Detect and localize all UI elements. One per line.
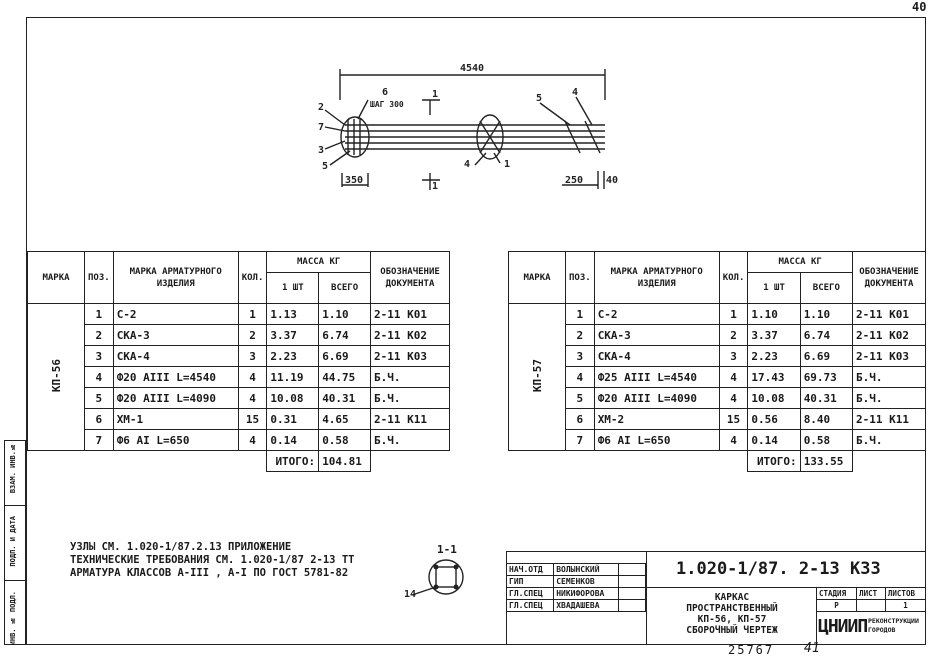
total-label: ИТОГО:: [267, 451, 319, 472]
spec-table-kp56: [27, 251, 450, 472]
cell-qty: 3: [238, 346, 267, 367]
section-callout: 14: [404, 589, 417, 600]
cell-pos: 3: [85, 346, 114, 367]
cell-all: 1.10: [319, 304, 371, 325]
cell-unit: 10.08: [267, 388, 319, 409]
org-logo: ЦНИИП: [818, 616, 868, 637]
cell-pos: 2: [566, 325, 595, 346]
title-line: КАРКАС: [714, 592, 750, 603]
cell-pos: 5: [85, 388, 114, 409]
cell-doc: Б.Ч.: [371, 430, 450, 451]
total-value: 104.81: [319, 451, 371, 472]
callout-3: 3: [318, 145, 325, 156]
cell-all: 8.40: [800, 409, 852, 430]
signer-role: ГЛ.СПЕЦ: [507, 600, 554, 612]
col-unit-header: 1 ШТ: [267, 273, 319, 304]
strip-replace-label: ВЗАМ. ИНВ.№: [9, 443, 17, 494]
cell-doc: 2-11 К02: [853, 325, 926, 346]
cell-qty: 1: [719, 304, 748, 325]
col-doc-header: ОБОЗНАЧЕНИЕ ДОКУМЕНТА: [853, 252, 926, 304]
total-value: 133.55: [800, 451, 852, 472]
title-line: ПРОСТРАНСТВЕННЫЙ: [686, 603, 778, 614]
cell-qty: 4: [238, 430, 267, 451]
cell-item: С-2: [594, 304, 719, 325]
cell-unit: 2.23: [267, 346, 319, 367]
signer-row: [507, 588, 646, 600]
cell-item: Ф6 АI L=650: [594, 430, 719, 451]
signature-cell: [619, 600, 646, 612]
cell-all: 40.31: [800, 388, 852, 409]
cell-qty: 3: [719, 346, 748, 367]
col-mass-header: МАССА КГ: [748, 252, 853, 273]
cell-item: Ф20 АIII L=4540: [113, 367, 238, 388]
callout-1-mid: 1: [504, 159, 511, 170]
cell-all: 44.75: [319, 367, 371, 388]
cell-unit: 0.31: [267, 409, 319, 430]
cell-unit: 1.10: [748, 304, 800, 325]
cell-pos: 6: [85, 409, 114, 430]
cell-doc: Б.Ч.: [853, 367, 926, 388]
table-row: [509, 325, 926, 346]
cell-item: Ф6 АI L=650: [113, 430, 238, 451]
cell-doc: 2-11 К11: [371, 409, 450, 430]
signer-name: ВОЛЫНСКИЙ: [554, 564, 619, 576]
col-pos-header: ПОЗ.: [85, 252, 114, 304]
sheets-label: ЛИСТОВ: [885, 588, 925, 600]
cell-qty: 4: [238, 367, 267, 388]
cell-unit: 3.37: [748, 325, 800, 346]
table-row: [509, 409, 926, 430]
signer-name: НИКИФОРОВА: [554, 588, 619, 600]
cell-qty: 4: [719, 367, 748, 388]
col-mark-header: МАРКА: [509, 252, 566, 304]
cell-doc: 2-11 К03: [853, 346, 926, 367]
table-row: [509, 346, 926, 367]
signature-cell: [619, 588, 646, 600]
cell-qty: 1: [238, 304, 267, 325]
table-row: [28, 388, 450, 409]
strip-divider: [4, 505, 26, 506]
signers-table: [506, 563, 646, 612]
cell-item: ХМ-1: [113, 409, 238, 430]
col-qty-header: КОЛ.: [719, 252, 748, 304]
cell-unit: 11.19: [267, 367, 319, 388]
cage-mark-cell: [28, 304, 85, 451]
inventory-number: 25767: [728, 643, 775, 657]
title-line: КП-56, КП-57: [697, 614, 767, 625]
title-divider: [646, 551, 647, 645]
cell-pos: 2: [85, 325, 114, 346]
cell-qty: 2: [719, 325, 748, 346]
signer-name: ХВАДАШЕВА: [554, 600, 619, 612]
cell-all: 69.73: [800, 367, 852, 388]
sheets-value: 1: [885, 600, 925, 612]
strip-divider: [4, 580, 26, 581]
callout-2: 2: [318, 102, 325, 113]
section-title: 1-1: [437, 543, 457, 556]
stage-value: Р: [817, 600, 857, 612]
cell-item: СКА-4: [113, 346, 238, 367]
col-item-header: МАРКА АРМАТУРНОГО ИЗДЕЛИЯ: [594, 252, 719, 304]
signer-name: СЕМЕНКОВ: [554, 576, 619, 588]
cell-pos: 1: [85, 304, 114, 325]
col-total-header: ВСЕГО: [319, 273, 371, 304]
signer-role: ГИП: [507, 576, 554, 588]
dim-250: 250: [565, 175, 584, 186]
callout-7: 7: [318, 122, 325, 133]
cell-all: 6.74: [800, 325, 852, 346]
cell-item: СКА-3: [113, 325, 238, 346]
page-number: 41: [804, 641, 820, 656]
cell-doc: 2-11 К11: [853, 409, 926, 430]
cell-unit: 0.56: [748, 409, 800, 430]
note-line: АРМАТУРА КЛАССОВ А-III , А-I ПО ГОСТ 5781-82: [70, 567, 349, 579]
cell-pos: 3: [566, 346, 595, 367]
col-mark-header: МАРКА: [28, 252, 85, 304]
cell-unit: 17.43: [748, 367, 800, 388]
step-label: ШАГ 300: [370, 100, 404, 109]
corner-sheet-number: 40: [912, 0, 927, 14]
strip-sign-label: ПОДП. И ДАТА: [9, 516, 17, 567]
cell-qty: 4: [719, 388, 748, 409]
col-unit-header: 1 ШТ: [748, 273, 800, 304]
cell-all: 4.65: [319, 409, 371, 430]
total-label: ИТОГО:: [748, 451, 800, 472]
table-row: [28, 430, 450, 451]
callout-4-top: 4: [572, 87, 579, 98]
cell-unit: 10.08: [748, 388, 800, 409]
total-row: [509, 451, 926, 472]
note-line: ТЕХНИЧЕСКИЕ ТРЕБОВАНИЯ СМ. 1.020-1/87 2-13 ТТ: [70, 554, 355, 566]
col-doc-header: ОБОЗНАЧЕНИЕ ДОКУМЕНТА: [371, 252, 450, 304]
cell-item: Ф20 АIII L=4090: [113, 388, 238, 409]
col-pos-header: ПОЗ.: [566, 252, 595, 304]
table-row: [509, 388, 926, 409]
cage-mark: КП-57: [530, 358, 544, 393]
cell-item: СКА-4: [594, 346, 719, 367]
col-total-header: ВСЕГО: [800, 273, 852, 304]
signature-cell: [619, 576, 646, 588]
table-row: [509, 304, 926, 325]
cell-pos: 7: [85, 430, 114, 451]
cell-doc: 2-11 К03: [371, 346, 450, 367]
cell-unit: 0.14: [748, 430, 800, 451]
cell-all: 6.69: [319, 346, 371, 367]
table-row: [28, 409, 450, 430]
cell-doc: 2-11 К01: [371, 304, 450, 325]
cell-item: ХМ-2: [594, 409, 719, 430]
section-mark-bottom: 1: [432, 181, 439, 192]
cell-doc: Б.Ч.: [371, 388, 450, 409]
cell-doc: 2-11 К02: [371, 325, 450, 346]
cell-pos: 4: [566, 367, 595, 388]
stage-label: СТАДИЯ: [817, 588, 857, 600]
callout-6: 6: [382, 87, 389, 98]
signer-role: ГЛ.СПЕЦ: [507, 588, 554, 600]
org-subtitle: РЕКОНСТРУКЦИИ ГОРОДОВ: [868, 617, 919, 634]
signer-role: НАЧ.ОТД: [507, 564, 554, 576]
cell-unit: 0.14: [267, 430, 319, 451]
section-1-1-drawing: [400, 555, 480, 605]
cell-qty: 2: [238, 325, 267, 346]
col-qty-header: КОЛ.: [238, 252, 267, 304]
cell-all: 0.58: [800, 430, 852, 451]
sheet-label: ЛИСТ: [857, 588, 886, 600]
table-row: [28, 325, 450, 346]
cell-unit: 1.13: [267, 304, 319, 325]
cell-qty: 15: [238, 409, 267, 430]
note-line: УЗЛЫ СМ. 1.020-1/87.2.13 ПРИЛОЖЕНИЕ: [70, 541, 292, 553]
binding-strip: [4, 440, 26, 645]
cell-pos: 5: [566, 388, 595, 409]
callout-4-mid: 4: [464, 159, 471, 170]
section-mark-top: 1: [432, 89, 439, 100]
table-row: [28, 346, 450, 367]
title-line: СБОРОЧНЫЙ ЧЕРТЕЖ: [686, 625, 778, 636]
cell-pos: 1: [566, 304, 595, 325]
drawing-title: [648, 592, 816, 636]
signer-row: [507, 576, 646, 588]
cell-doc: Б.Ч.: [853, 388, 926, 409]
cell-doc: Б.Ч.: [853, 430, 926, 451]
table-row: [509, 430, 926, 451]
cell-item: Ф20 АIII L=4090: [594, 388, 719, 409]
stage-table: [816, 587, 926, 612]
cell-qty: 15: [719, 409, 748, 430]
strip-inv-label: ИНВ. № ПОДЛ.: [9, 591, 17, 646]
cell-item: Ф25 АIII L=4540: [594, 367, 719, 388]
col-mass-header: МАССА КГ: [267, 252, 371, 273]
signature-cell: [619, 564, 646, 576]
cage-mark-cell: [509, 304, 566, 451]
cell-item: СКА-3: [594, 325, 719, 346]
cell-pos: 7: [566, 430, 595, 451]
table-row: [509, 367, 926, 388]
table-row: [28, 304, 450, 325]
dim-350: 350: [345, 175, 364, 186]
notes-block: [70, 541, 354, 580]
cell-doc: 2-11 К01: [853, 304, 926, 325]
cell-all: 6.74: [319, 325, 371, 346]
cell-unit: 3.37: [267, 325, 319, 346]
dim-40: 40: [606, 175, 619, 186]
cell-pos: 4: [85, 367, 114, 388]
cell-pos: 6: [566, 409, 595, 430]
total-row: [28, 451, 450, 472]
cell-item: С-2: [113, 304, 238, 325]
cell-unit: 2.23: [748, 346, 800, 367]
cell-all: 40.31: [319, 388, 371, 409]
cage-mark: КП-56: [49, 358, 63, 393]
spec-table-kp57: [508, 251, 926, 472]
cell-qty: 4: [238, 388, 267, 409]
callout-5-left: 5: [322, 161, 329, 172]
cell-all: 0.58: [319, 430, 371, 451]
table-row: [28, 367, 450, 388]
col-item-header: МАРКА АРМАТУРНОГО ИЗДЕЛИЯ: [113, 252, 238, 304]
cell-qty: 4: [719, 430, 748, 451]
doc-code: 1.020-1/87. 2-13 К33: [676, 559, 881, 579]
cage-assembly-drawing: [300, 55, 630, 195]
signer-row: [507, 600, 646, 612]
cell-all: 1.10: [800, 304, 852, 325]
signer-row: [507, 564, 646, 576]
dim-length-label: 4540: [460, 63, 485, 74]
callout-5-right: 5: [536, 93, 543, 104]
cell-all: 6.69: [800, 346, 852, 367]
cell-doc: Б.Ч.: [371, 367, 450, 388]
